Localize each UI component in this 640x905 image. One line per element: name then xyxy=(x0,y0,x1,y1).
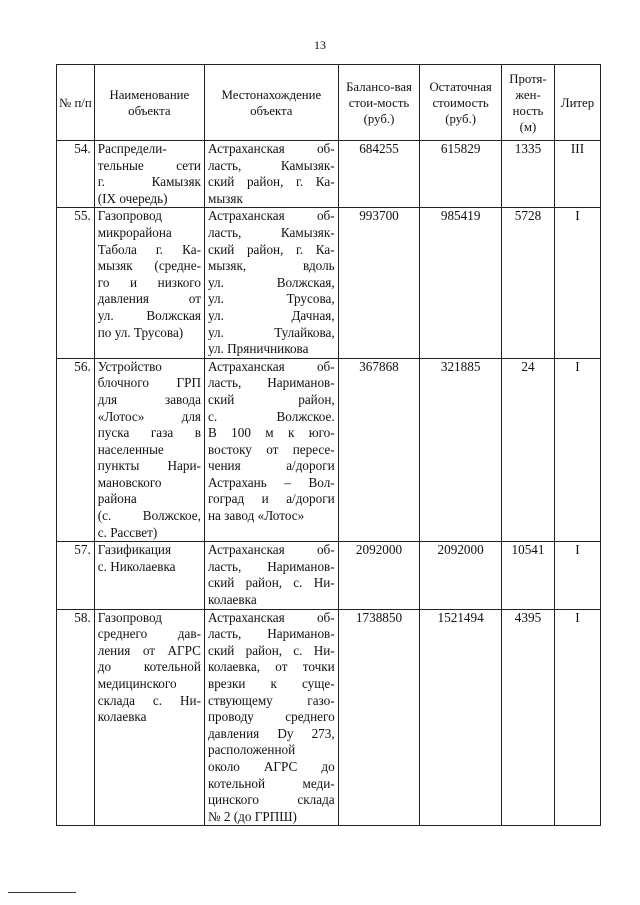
location-line: № 2 (до ГРПШ) xyxy=(207,808,297,824)
location-line: цинского склада xyxy=(207,792,335,808)
location-line: около АГРС до xyxy=(207,758,335,774)
object-name-line: склада с. Ни- xyxy=(97,692,201,708)
balance-value: 993700 xyxy=(338,208,420,358)
object-name-line: (с. Волжское, xyxy=(97,508,201,524)
object-name-line: пункты Нари- xyxy=(97,458,201,474)
balance-value: 1738850 xyxy=(338,609,420,826)
length-value: 4395 xyxy=(501,609,554,826)
object-name-cell xyxy=(94,208,204,358)
location-line: Астраханская об- xyxy=(207,208,335,224)
length-value: 24 xyxy=(501,358,554,542)
object-name-line: мановского xyxy=(97,474,162,490)
table-row xyxy=(57,141,601,208)
location-line: востоку от пересе- xyxy=(207,441,335,457)
header-num: № п/п xyxy=(57,65,95,141)
location-line: мызяк xyxy=(207,190,243,206)
object-name-line: го и низкого xyxy=(97,274,201,290)
object-name-cell xyxy=(94,141,204,208)
location-line: проводу среднего xyxy=(207,709,335,725)
table-header xyxy=(57,65,601,141)
location-line: расположенной xyxy=(207,742,296,758)
object-name-line: Газопровод xyxy=(97,609,162,625)
object-name-line: ул. Волжская xyxy=(97,307,201,323)
location-line: ский район, xyxy=(207,391,335,407)
object-name-cell xyxy=(94,358,204,542)
location-line: ский район, с. Ни- xyxy=(207,642,335,658)
liter-value: I xyxy=(555,609,601,826)
object-name-line: мызяк (средне- xyxy=(97,258,201,274)
liter-value: III xyxy=(555,141,601,208)
object-name-line: колаевка xyxy=(97,709,147,725)
location-cell xyxy=(204,208,338,358)
object-name-line: с. Рассвет) xyxy=(97,524,158,540)
location-cell xyxy=(204,141,338,208)
location-line: ул. Пряничникова xyxy=(207,341,309,357)
location-line: с. Волжское. xyxy=(207,408,335,424)
location-line: мызяк, вдоль xyxy=(207,258,335,274)
length-value: 1335 xyxy=(501,141,554,208)
object-name-line: Газификация xyxy=(97,542,172,558)
location-line: чения а/дороги xyxy=(207,458,335,474)
header-length: Протя-жен-ность (м) xyxy=(501,65,554,141)
liter-value: I xyxy=(555,208,601,358)
page-number: 13 xyxy=(314,38,326,52)
balance-value: 684255 xyxy=(338,141,420,208)
object-name-line: до котельной xyxy=(97,659,201,675)
object-name-line: блочного ГРП xyxy=(97,375,201,391)
location-line: ласть, Камызяк- xyxy=(207,157,335,173)
location-cell xyxy=(204,609,338,826)
object-name-line: с. Николаевка xyxy=(97,558,176,574)
location-line: ул. Дачная, xyxy=(207,307,335,323)
location-line: В 100 м к юго- xyxy=(207,425,335,441)
table-row xyxy=(57,609,601,826)
location-line: колаевка xyxy=(207,592,257,608)
property-registry-table xyxy=(56,64,601,826)
location-line: ул. Тулайкова, xyxy=(207,324,335,340)
object-name-line: тельные сети xyxy=(97,157,201,173)
header-name: Наименование объекта xyxy=(94,65,204,141)
row-number: 54. xyxy=(57,141,95,208)
object-name-line: пуска газа в xyxy=(97,425,201,441)
object-name-line: Распредели- xyxy=(97,141,167,156)
table-body xyxy=(57,141,601,826)
object-name-line: Табола г. Ка- xyxy=(97,241,201,257)
location-line: Астраханская об- xyxy=(207,358,335,374)
object-name-line: района xyxy=(97,491,137,507)
liter-value: I xyxy=(555,542,601,609)
location-line: Астраханская об- xyxy=(207,542,335,558)
object-name-cell xyxy=(94,542,204,609)
location-line: ул. Трусова, xyxy=(207,291,335,307)
location-line: ский район, г. Ка- xyxy=(207,241,335,257)
location-line: ский район, г. Ка- xyxy=(207,174,335,190)
object-name-line: Газопровод xyxy=(97,208,162,224)
object-name-line: микрорайона xyxy=(97,224,172,240)
row-number: 56. xyxy=(57,358,95,542)
object-name-cell xyxy=(94,609,204,826)
table-row xyxy=(57,208,601,358)
location-line: Астраханская об- xyxy=(207,141,335,156)
location-line: ласть, Камызяк- xyxy=(207,224,335,240)
location-line: колаевка, от точки xyxy=(207,659,335,675)
location-line: давления Dy 273, xyxy=(207,725,335,741)
location-line: котельной меди- xyxy=(207,775,335,791)
residual-value: 2092000 xyxy=(420,542,502,609)
table-row xyxy=(57,358,601,542)
table-row xyxy=(57,542,601,609)
balance-value: 367868 xyxy=(338,358,420,542)
location-line: ласть, Нариманов- xyxy=(207,626,335,642)
location-line: Астрахань – Вол- xyxy=(207,474,335,490)
object-name-line: г. Камызяк xyxy=(97,174,201,190)
header-residual: Остаточная стоимость (руб.) xyxy=(420,65,502,141)
header-location: Местонахождение объекта xyxy=(204,65,338,141)
location-line: ствующему газо- xyxy=(207,692,335,708)
location-cell xyxy=(204,542,338,609)
footnote-rule xyxy=(8,892,76,893)
location-cell xyxy=(204,358,338,542)
location-line: ул. Волжская, xyxy=(207,274,335,290)
residual-value: 615829 xyxy=(420,141,502,208)
length-value: 5728 xyxy=(501,208,554,358)
row-number: 57. xyxy=(57,542,95,609)
object-name-line: (IX очередь) xyxy=(97,190,168,206)
residual-value: 1521494 xyxy=(420,609,502,826)
object-name-line: населенные xyxy=(97,441,164,457)
header-liter: Литер xyxy=(555,65,601,141)
object-name-line: среднего дав- xyxy=(97,626,201,642)
balance-value: 2092000 xyxy=(338,542,420,609)
object-name-line: для завода xyxy=(97,391,201,407)
object-name-line: Устройство xyxy=(97,358,162,374)
object-name-line: медицинского xyxy=(97,676,177,691)
object-name-line: давления от xyxy=(97,291,201,307)
object-name-line: «Лотос» для xyxy=(97,408,201,424)
object-name-line: ления от АГРС xyxy=(97,642,201,658)
location-line: ласть, Нариманов- xyxy=(207,375,335,391)
residual-value: 321885 xyxy=(420,358,502,542)
location-line: ский район, с. Ни- xyxy=(207,575,335,591)
location-line: на завод «Лотос» xyxy=(207,508,305,524)
object-name-line: по ул. Трусова) xyxy=(97,324,184,340)
row-number: 55. xyxy=(57,208,95,358)
header-balance: Балансо-вая стои-мость (руб.) xyxy=(338,65,420,141)
liter-value: I xyxy=(555,358,601,542)
residual-value: 985419 xyxy=(420,208,502,358)
location-line: ласть, Нариманов- xyxy=(207,558,335,574)
row-number: 58. xyxy=(57,609,95,826)
location-line: гоград и а/дороги xyxy=(207,491,335,507)
length-value: 10541 xyxy=(501,542,554,609)
location-line: Астраханская об- xyxy=(207,609,335,625)
location-line: врезки к суще- xyxy=(207,676,335,691)
